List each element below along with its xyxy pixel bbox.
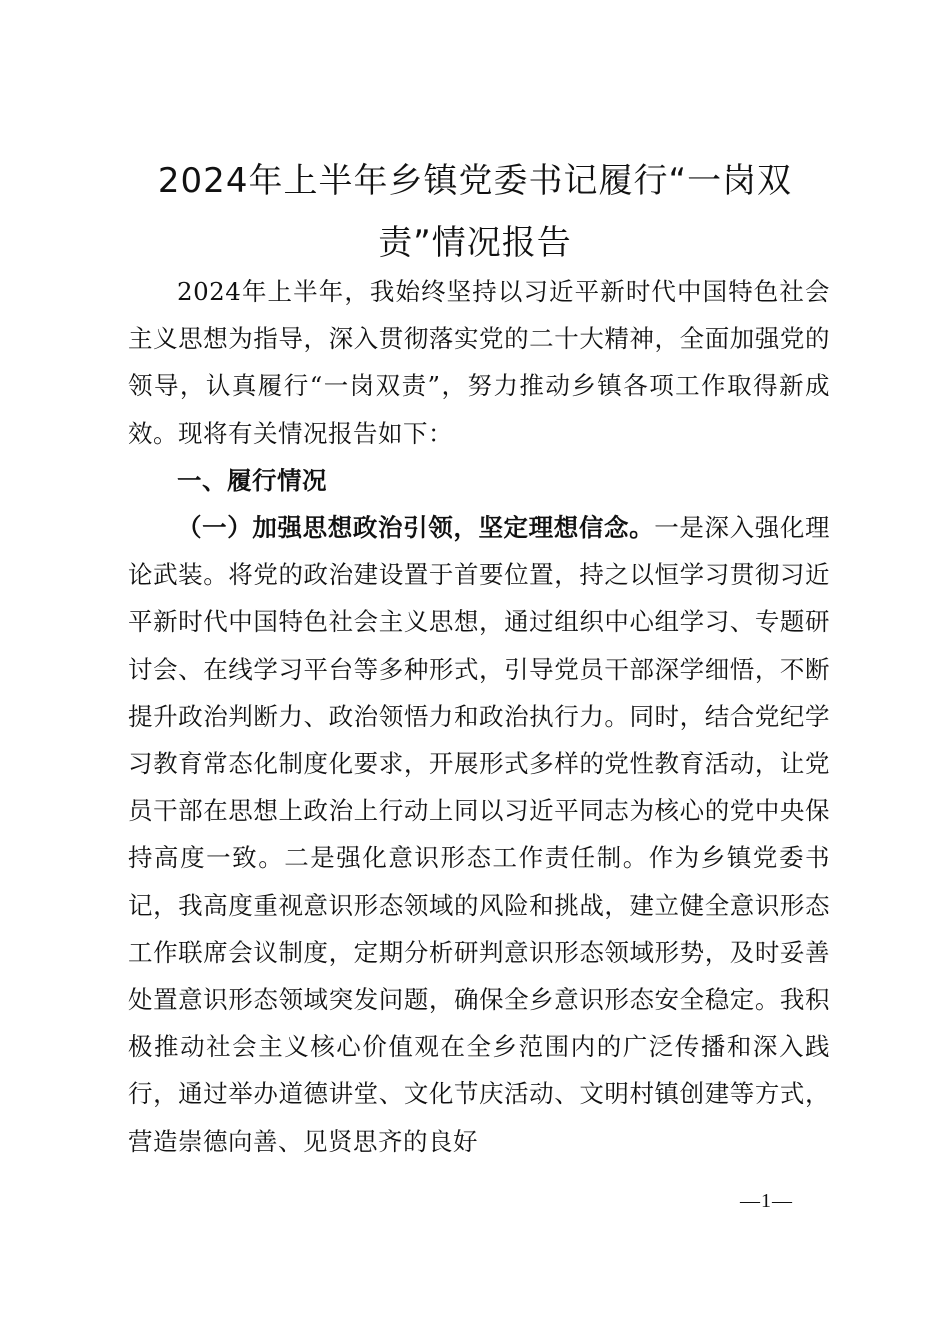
subsection-paragraph (128, 504, 830, 1165)
subsection-text: 一是深入强化理论武装。将党的政治建设置于首要位置，持之以恒学习贯彻习近平新时代中国特色社会主义思想，通过组织中心组学习、专题研讨会、在线学习平台等多种形式，引导党员干部深学细悟，不断提升政治判断力、政治领悟力和政治执行力。同时，结合党纪学习教育常态化制度化要求，开展形式多样的党性教育活动，让党员干部在思想上政治上行动上同以习近平同志为核心的党中央保持高度一致。二是强化意识形态工作责任制。作为乡镇党委书记，我高度重视意识形态领域的风险和挑战，建立健全意识形态工作联席会议制度，定期分析研判意识形态领域形势，及时妥善处置意识形态领域突发问题，确保全乡意识形态安全稳定。我积极推动社会主义核心价值观在全乡范围内的广泛传播和深入践行，通过举办道德讲堂、文化节庆活动、文明村镇创建等方式，营造崇德向善、见贤思齐的良好 (128, 513, 831, 1156)
document-body (128, 268, 830, 1165)
document-title-line-2: 责”情况报告 (378, 223, 572, 263)
section-heading: 一、履行情况 (177, 465, 327, 495)
page-number: —1— (740, 1190, 793, 1212)
subsection-heading: （一）加强思想政治引领，坚定理想信念。 (177, 513, 655, 543)
document-title-line-1: 2024年上半年乡镇党委书记履行“一岗双 (157, 161, 793, 201)
intro-paragraph: 2024年上半年，我始终坚持以习近平新时代中国特色社会主义思想为指导，深入贯彻落实党的二十大精神，全面加强党的领导，认真履行“一岗双责”，努力推动乡镇各项工作取得新成效。现将有关情况报告如下： (128, 277, 830, 448)
